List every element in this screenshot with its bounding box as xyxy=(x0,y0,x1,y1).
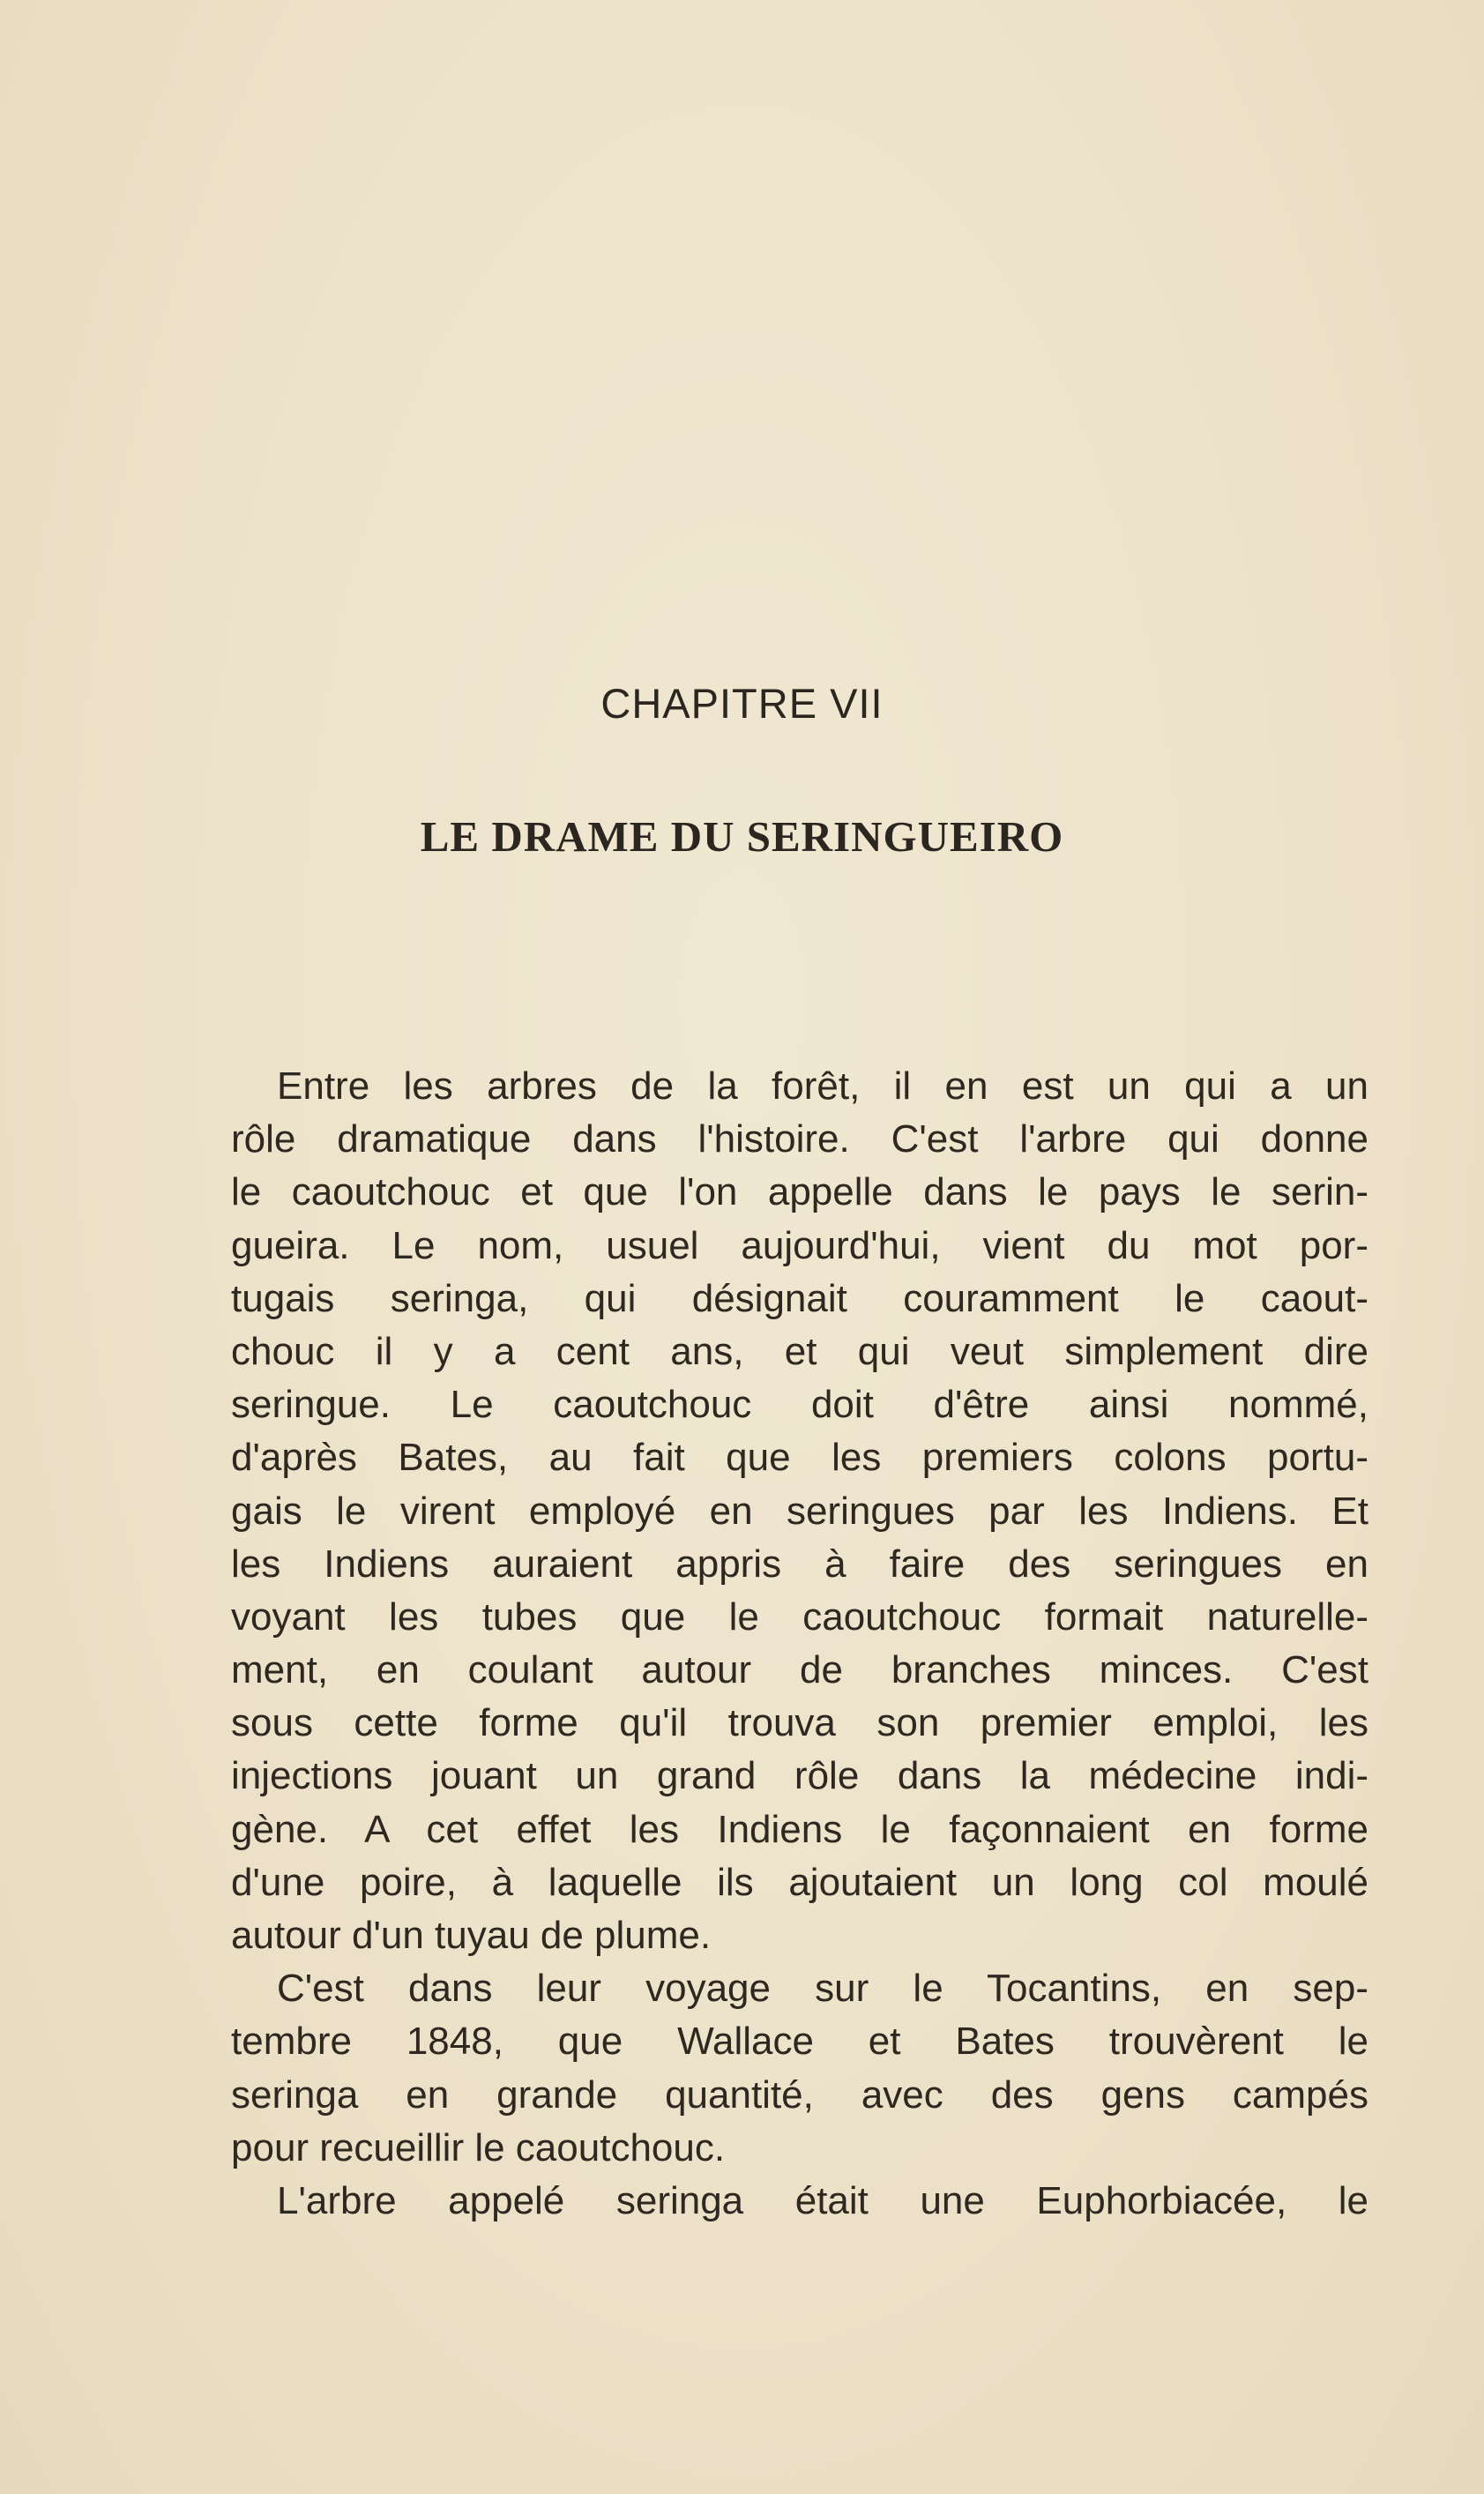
text-line: ment, en coulant autour de branches minces. C'est xyxy=(231,1648,1368,1692)
text-line: gène. A cet effet les Indiens le façonnaient en forme xyxy=(231,1807,1368,1851)
text-line: d'une poire, à laquelle ils ajoutaient un long col moulé xyxy=(231,1860,1368,1904)
text-line: le caoutchouc et que l'on appelle dans le pays le serin- xyxy=(231,1170,1368,1214)
text-line: sous cette forme qu'il trouva son premier emploi, les xyxy=(231,1701,1368,1745)
chapter-number: CHAPITRE VII xyxy=(600,680,884,727)
paragraph xyxy=(231,2175,1368,2228)
text-line: d'après Bates, au fait que les premiers colons portu- xyxy=(231,1436,1368,1480)
paragraph xyxy=(231,1060,1368,1962)
text-line: tugais seringa, qui désignait couramment le caout- xyxy=(231,1276,1368,1320)
text-line: tembre 1848, que Wallace et Bates trouvèrent le xyxy=(231,2020,1368,2064)
body-text xyxy=(231,1060,1368,2228)
text-line: L'arbre appelé seringa était une Euphorbiacée, le xyxy=(277,2178,1368,2222)
text-line: les Indiens auraient appris à faire des seringues en xyxy=(231,1542,1368,1586)
text-line: seringue. Le caoutchouc doit d'être ainsi nommé, xyxy=(231,1383,1368,1427)
paragraph xyxy=(231,1962,1368,2175)
text-line: C'est dans leur voyage sur le Tocantins, en sep- xyxy=(277,1967,1368,2011)
text-line: gueira. Le nom, usuel aujourd'hui, vient du mot por- xyxy=(231,1223,1368,1267)
text-line: autour d'un tuyau de plume. xyxy=(231,1914,712,1957)
chapter-title: LE DRAME DU SERINGUEIRO xyxy=(420,812,1064,861)
text-line: chouc il y a cent ans, et qui veut simplement dire xyxy=(231,1329,1368,1373)
text-line: rôle dramatique dans l'histoire. C'est l'arbre qui donne xyxy=(231,1117,1368,1161)
text-line: gais le virent employé en seringues par les Indiens. Et xyxy=(231,1489,1368,1533)
text-line: seringa en grande quantité, avec des gens campés xyxy=(231,2072,1368,2117)
text-line: Entre les arbres de la forêt, il en est un qui a un xyxy=(277,1064,1368,1108)
text-line: voyant les tubes que le caoutchouc formait naturelle- xyxy=(231,1594,1368,1639)
text-line: injections jouant un grand rôle dans la médecine indi- xyxy=(231,1754,1368,1798)
text-line: pour recueillir le caoutchouc. xyxy=(231,2125,726,2169)
